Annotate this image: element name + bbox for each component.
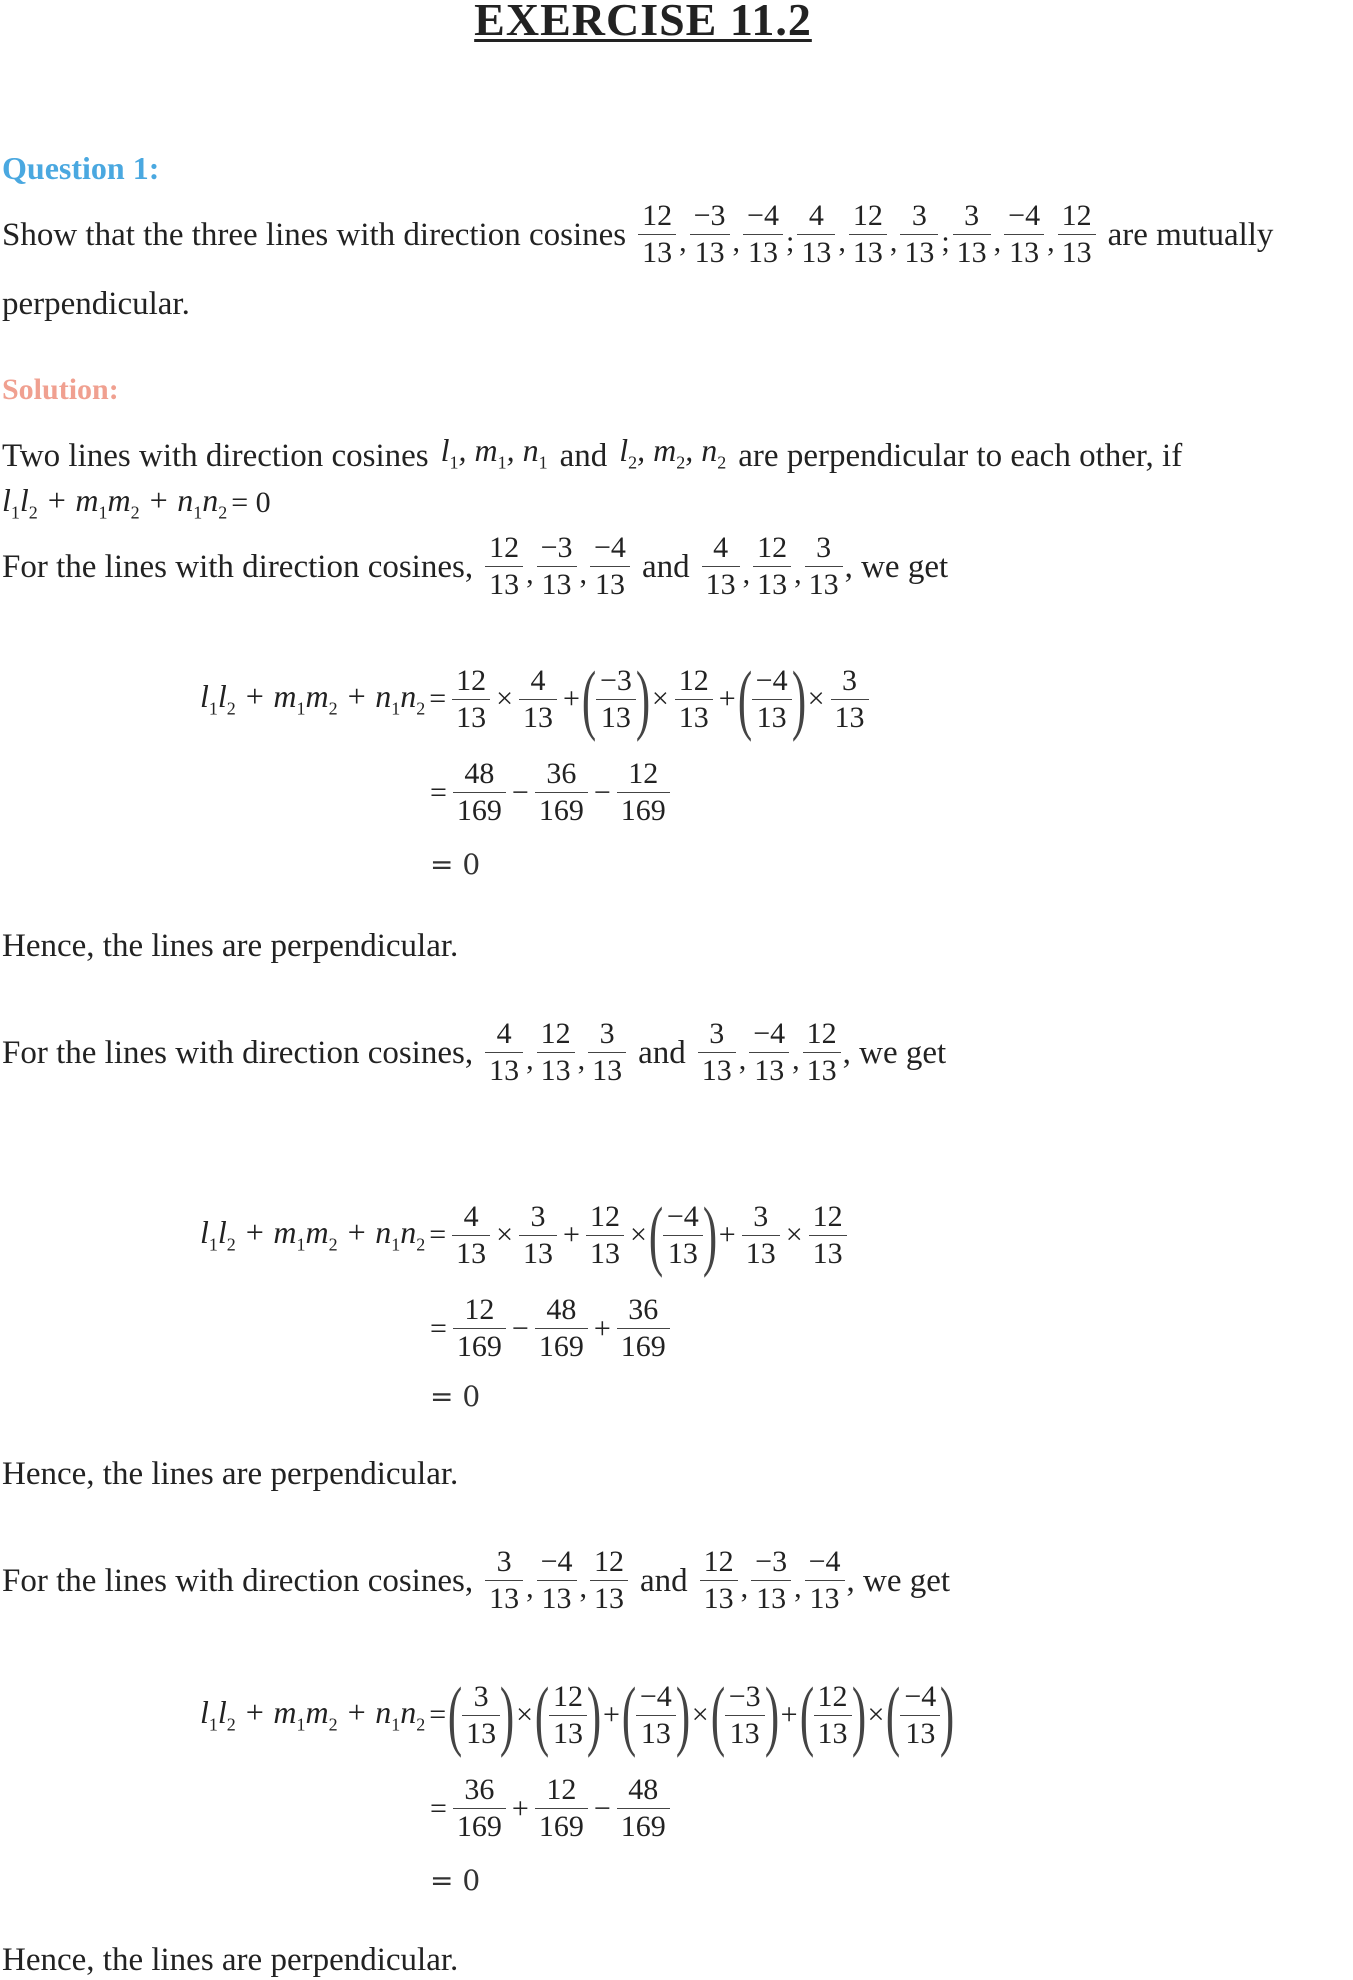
numerator: 12 xyxy=(812,1199,843,1233)
condition-equals-zero: = 0 xyxy=(231,485,271,519)
direction-cosine-fraction xyxy=(485,1544,523,1617)
numerator: −3 xyxy=(540,531,573,564)
question-line2: perpendicular. xyxy=(2,286,190,322)
case1-heading xyxy=(2,530,948,603)
product-fraction xyxy=(809,1199,847,1272)
denominator: 169 xyxy=(620,1810,666,1843)
numerator: 4 xyxy=(713,531,729,564)
case3-equation-line2: = $\frac{36}{169}$ + $\frac{12}{169}$ − $\frac{48}{169}$ xyxy=(426,1772,672,1845)
direction-cosine-fraction xyxy=(590,1544,628,1617)
numerator: −3 xyxy=(693,199,726,232)
intro-part1: Two lines with direction cosines xyxy=(2,438,429,475)
denominator: 13 xyxy=(667,1236,698,1270)
denominator: 13 xyxy=(589,1236,620,1270)
numerator: 4 xyxy=(463,1199,479,1233)
exercise-title: EXERCISE 11.2 xyxy=(474,0,812,45)
direction-cosine-fraction xyxy=(749,1016,789,1089)
intro-line: Two lines with direction cosines $l_1$, $m_1$, $n_1$ and $l_2$, $m_2$, $n_2$ are perpendicular to each other, if xyxy=(2,432,1183,475)
product-fraction xyxy=(586,1199,624,1272)
case2-set-b: $\frac{3}{13}$ , $\frac{-4}{13}$ , $\frac{12}{13}$ xyxy=(696,1016,843,1089)
direction-cosine-fraction xyxy=(1004,198,1044,271)
numerator: 4 xyxy=(808,199,824,232)
denominator: 13 xyxy=(642,236,673,269)
denominator: 13 xyxy=(756,1582,787,1615)
denominator: 13 xyxy=(729,1716,760,1750)
numerator: 4 xyxy=(530,663,546,697)
denominator: 13 xyxy=(852,236,883,269)
denominator: 13 xyxy=(1009,236,1040,269)
direction-cosine-fraction xyxy=(698,1016,736,1089)
intro-part3: are perpendicular to each other, if xyxy=(738,438,1183,475)
case2-we-get: , we get xyxy=(842,1034,947,1071)
case3-sum: $\frac{36}{169}$ + $\frac{12}{169}$ − $\frac{48}{169}$ xyxy=(451,1772,672,1845)
product-fraction xyxy=(900,1679,940,1752)
case1-for-lines: For the lines with direction cosines, xyxy=(2,548,474,585)
numerator: −4 xyxy=(904,1679,937,1713)
numerator: 3 xyxy=(964,199,980,232)
denominator: 13 xyxy=(678,700,709,734)
question-set3: $\frac{3}{13}$ , $\frac{-4}{13}$ , $\frac{12}{13}$ xyxy=(951,198,1098,271)
denominator: 13 xyxy=(592,1054,623,1087)
numerator: 36 xyxy=(628,1293,659,1326)
numerator: 48 xyxy=(628,1773,659,1806)
numerator: 12 xyxy=(1061,199,1092,232)
question-label: Question 1: xyxy=(2,150,160,186)
denominator: 13 xyxy=(703,1582,734,1615)
question-set1: $\frac{12}{13}$ , $\frac{-3}{13}$ , $\frac{-4}{13}$ xyxy=(636,198,785,271)
denominator: 13 xyxy=(956,236,987,269)
product-fraction xyxy=(636,1679,676,1752)
case3-products: ( $\frac{3}{13}$ ) × ( $\frac{12}{13}$ ) + ( $\frac{-4}{13}$ ) × ( $\frac{-3}{13}$ ) + ( $\frac{12}{13}$ ) × ( $\frac{-4}{13}$ ) xyxy=(447,1671,955,1758)
denominator: 169 xyxy=(456,1330,502,1363)
case2-and: and xyxy=(638,1034,686,1071)
case1-equation-line1: $l_1l_2 + m_1m_2 + n_1n_2$ = $\frac{12}{13}$ × $\frac{4}{13}$ + ( $\frac{-3}{13}$ ) × $\frac{12}{13}$ + ( $\frac{-4}{13}$ ) × $\frac{3}{13}$ xyxy=(200,660,871,738)
denominator: 13 xyxy=(541,568,572,601)
numerator: 12 xyxy=(594,1545,625,1578)
case2-heading xyxy=(2,1016,946,1089)
denominator: 13 xyxy=(489,568,520,601)
sum-fraction xyxy=(535,1772,588,1845)
case1-sum: $\frac{48}{169}$ − $\frac{36}{169}$ − $\frac{12}{169}$ xyxy=(451,756,672,829)
numerator: 12 xyxy=(757,531,788,564)
denominator: 13 xyxy=(552,1716,583,1750)
product-fraction xyxy=(519,1199,557,1272)
product-fraction xyxy=(663,1199,703,1272)
question-statement: Show that the three lines with direction cosines $\frac{12}{13}$ , $\frac{-3}{13}$ , $\frac{-4}{13}$ ; $\frac{4}{13}$ , $\frac{12}{13}$ , $\frac{3}{13}$ ; $\frac{3}{13}$ , $\frac{-4}{13}$ , $\frac{12}{13}$ are mutually xyxy=(2,199,1274,269)
numerator: −4 xyxy=(753,1017,786,1050)
direction-cosine-fraction xyxy=(805,530,843,603)
product-fraction xyxy=(452,1199,490,1272)
direction-cosine-fraction xyxy=(537,1544,577,1617)
question-set2: $\frac{4}{13}$ , $\frac{12}{13}$ , $\frac{3}{13}$ xyxy=(795,198,940,271)
numerator: 12 xyxy=(456,663,487,697)
denominator: 13 xyxy=(694,236,725,269)
perpendicular-condition: $l_1l_2 + m_1m_2 + n_1n_2$ = 0 xyxy=(2,482,271,523)
denominator: 13 xyxy=(834,700,865,734)
case3-and: and xyxy=(640,1562,688,1599)
numerator: 12 xyxy=(546,1773,577,1806)
direction-cosine-fraction xyxy=(953,198,991,271)
denominator: 13 xyxy=(809,1582,840,1615)
denominator: 169 xyxy=(620,794,666,827)
product-fraction xyxy=(519,663,557,736)
numerator: 12 xyxy=(489,531,520,564)
denominator: 169 xyxy=(456,1810,502,1843)
direction-cosine-fraction xyxy=(690,198,730,271)
direction-cosine-fraction xyxy=(805,1544,845,1617)
direction-cosine-fraction xyxy=(588,1016,626,1089)
denominator: 13 xyxy=(640,1716,671,1750)
direction-cosine-fraction xyxy=(700,1544,738,1617)
direction-cosine-fraction xyxy=(537,530,577,603)
denominator: 169 xyxy=(538,1810,584,1843)
numerator: 3 xyxy=(473,1679,489,1713)
denominator: 13 xyxy=(456,1236,487,1270)
numerator: 3 xyxy=(816,531,832,564)
case2-products: $\frac{4}{13}$ × $\frac{3}{13}$ + $\frac{12}{13}$ × ( $\frac{-4}{13}$ ) + $\frac{3}{13}$ × $\frac{12}{13}$ xyxy=(450,1196,849,1274)
numerator: −4 xyxy=(808,1545,841,1578)
numerator: 3 xyxy=(753,1199,769,1233)
numerator: 12 xyxy=(817,1679,848,1713)
denominator: 13 xyxy=(600,700,631,734)
denominator: 13 xyxy=(801,236,832,269)
direction-cosine-fraction xyxy=(590,530,630,603)
case2-sum: $\frac{12}{169}$ − $\frac{48}{169}$ + $\frac{36}{169}$ xyxy=(451,1292,672,1365)
numerator: −4 xyxy=(755,663,788,697)
sum-fraction xyxy=(453,756,506,829)
intro-and: and xyxy=(559,438,608,475)
case2-equation-line1: $l_1l_2 + m_1m_2 + n_1n_2$ = $\frac{4}{13}$ × $\frac{3}{13}$ + $\frac{12}{13}$ × ( $\frac{-4}{13}$ ) + $\frac{3}{13}$ × $\frac{12}{13}$ xyxy=(200,1196,849,1274)
numerator: 3 xyxy=(530,1199,546,1233)
denominator: 13 xyxy=(806,1054,837,1087)
product-fraction xyxy=(675,663,713,736)
direction-cosine-fraction xyxy=(900,198,938,271)
denominator: 13 xyxy=(904,236,935,269)
denominator: 13 xyxy=(489,1054,520,1087)
product-fraction xyxy=(752,663,792,736)
denominator: 169 xyxy=(620,1330,666,1363)
question-tail: are mutually xyxy=(1107,216,1274,253)
numerator: −4 xyxy=(1008,199,1041,232)
sum-fraction xyxy=(535,1292,588,1365)
numerator: −4 xyxy=(540,1545,573,1578)
case3-equation-line1: $l_1l_2 + m_1m_2 + n_1n_2$ = ( $\frac{3}{13}$ ) × ( $\frac{12}{13}$ ) + ( $\frac{-4}{13}$ ) × ( $\frac{-3}{13}$ ) + ( $\frac{12}{13}$ ) × ( $\frac{-4}{13}$ ) xyxy=(200,1671,955,1758)
numerator: −3 xyxy=(755,1545,788,1578)
case2-for-lines: For the lines with direction cosines, xyxy=(2,1034,474,1071)
denominator: 13 xyxy=(540,1054,571,1087)
product-fraction xyxy=(831,663,869,736)
denominator: 13 xyxy=(808,568,839,601)
numerator: 4 xyxy=(496,1017,512,1050)
numerator: −4 xyxy=(666,1199,699,1233)
direction-cosine-fraction xyxy=(797,198,835,271)
numerator: 12 xyxy=(852,199,883,232)
product-fraction xyxy=(452,663,490,736)
denominator: 169 xyxy=(538,794,584,827)
numerator: 3 xyxy=(842,663,857,697)
denominator: 13 xyxy=(748,236,778,269)
case3-result: = 0 xyxy=(430,1864,481,1897)
product-fraction xyxy=(549,1679,587,1752)
denominator: 13 xyxy=(757,568,788,601)
case1-and: and xyxy=(641,548,690,585)
denominator: 13 xyxy=(456,700,487,734)
sum-fraction xyxy=(617,1292,670,1365)
direction-cosine-fraction xyxy=(638,198,676,271)
direction-cosine-fraction xyxy=(849,198,887,271)
numerator: −4 xyxy=(639,1679,672,1713)
case2-result: = 0 xyxy=(430,1380,481,1413)
numerator: 12 xyxy=(806,1017,837,1050)
numerator: −4 xyxy=(594,531,626,564)
case3-for-lines: For the lines with direction cosines, xyxy=(2,1562,474,1599)
product-fraction xyxy=(814,1679,852,1752)
case1-set-b: $\frac{4}{13}$ , $\frac{12}{13}$ , $\frac{3}{13}$ xyxy=(700,530,845,603)
numerator: 12 xyxy=(589,1199,620,1233)
denominator: 13 xyxy=(489,1582,520,1615)
sum-fraction xyxy=(617,1772,670,1845)
denominator: 13 xyxy=(817,1716,848,1750)
denominator: 13 xyxy=(466,1716,497,1750)
denominator: 13 xyxy=(594,1582,625,1615)
denominator: 13 xyxy=(905,1716,936,1750)
denominator: 169 xyxy=(456,794,502,827)
case1-hence: Hence, the lines are perpendicular. xyxy=(2,928,459,964)
product-fraction xyxy=(462,1679,500,1752)
denominator: 13 xyxy=(541,1582,572,1615)
case3-heading xyxy=(2,1544,950,1617)
denominator: 13 xyxy=(1061,236,1092,269)
numerator: 12 xyxy=(552,1679,583,1713)
direction-cosine-fraction xyxy=(743,198,783,271)
denominator: 169 xyxy=(538,1330,584,1363)
case1-result: = 0 xyxy=(430,848,481,881)
case2-set-a: $\frac{4}{13}$ , $\frac{12}{13}$ , $\frac{3}{13}$ xyxy=(483,1016,628,1089)
numerator: 36 xyxy=(546,757,577,790)
sum-fraction xyxy=(535,756,588,829)
case1-we-get: , we get xyxy=(844,548,949,585)
case3-set-a: $\frac{3}{13}$ , $\frac{-4}{13}$ , $\frac{12}{13}$ xyxy=(483,1544,630,1617)
case2-equation-line2: = $\frac{12}{169}$ − $\frac{48}{169}$ + $\frac{36}{169}$ xyxy=(426,1292,672,1365)
numerator: 12 xyxy=(642,199,673,232)
numerator: 12 xyxy=(703,1545,734,1578)
direction-cosine-fraction xyxy=(485,1016,523,1089)
denominator: 13 xyxy=(705,568,736,601)
denominator: 13 xyxy=(523,1236,554,1270)
denominator: 13 xyxy=(594,568,625,601)
sum-fraction xyxy=(453,1772,506,1845)
solution-label: Solution: xyxy=(2,373,119,406)
numerator: 3 xyxy=(911,199,927,232)
denominator: 13 xyxy=(754,1054,785,1087)
direction-cosine-fraction xyxy=(702,530,740,603)
numerator: 3 xyxy=(709,1017,725,1050)
numerator: 48 xyxy=(546,1293,577,1326)
case3-hence: Hence, the lines are perpendicular. xyxy=(2,1942,459,1978)
denominator: 13 xyxy=(812,1236,843,1270)
direction-cosine-fraction xyxy=(485,530,523,603)
product-fraction xyxy=(725,1679,765,1752)
direction-cosine-fraction xyxy=(751,1544,791,1617)
product-fraction xyxy=(596,663,636,736)
case2-hence: Hence, the lines are perpendicular. xyxy=(2,1456,459,1492)
numerator: 12 xyxy=(678,663,709,697)
case3-we-get: , we get xyxy=(846,1562,951,1599)
numerator: −3 xyxy=(599,663,632,697)
denominator: 13 xyxy=(745,1236,776,1270)
sum-fraction xyxy=(617,756,670,829)
case3-set-b: $\frac{12}{13}$ , $\frac{-3}{13}$ , $\frac{-4}{13}$ xyxy=(698,1544,847,1617)
numerator: 12 xyxy=(628,757,659,790)
direction-cosine-fraction xyxy=(803,1016,841,1089)
numerator: 12 xyxy=(464,1293,495,1326)
numerator: 36 xyxy=(464,1773,495,1806)
denominator: 13 xyxy=(523,700,554,734)
denominator: 13 xyxy=(701,1054,732,1087)
direction-cosine-fraction xyxy=(537,1016,575,1089)
question-lead: Show that the three lines with direction cosines xyxy=(2,216,627,253)
product-fraction xyxy=(742,1199,780,1272)
direction-cosine-fraction xyxy=(753,530,791,603)
numerator: 12 xyxy=(540,1017,571,1050)
sum-fraction xyxy=(453,1292,506,1365)
case1-equation-line2: = $\frac{48}{169}$ − $\frac{36}{169}$ − $\frac{12}{169}$ xyxy=(426,756,672,829)
numerator: 3 xyxy=(496,1545,512,1578)
numerator: 3 xyxy=(599,1017,615,1050)
numerator: 48 xyxy=(464,757,495,790)
case1-set-a: $\frac{12}{13}$ , $\frac{-3}{13}$ , $\frac{-4}{13}$ xyxy=(483,530,632,603)
direction-cosine-fraction xyxy=(1058,198,1096,271)
numerator: −4 xyxy=(747,199,779,232)
case1-products: $\frac{12}{13}$ × $\frac{4}{13}$ + ( $\frac{-3}{13}$ ) × $\frac{12}{13}$ + ( $\frac{-4}{13}$ ) × $\frac{3}{13}$ xyxy=(450,660,870,738)
denominator: 13 xyxy=(756,700,787,734)
numerator: −3 xyxy=(728,1679,761,1713)
